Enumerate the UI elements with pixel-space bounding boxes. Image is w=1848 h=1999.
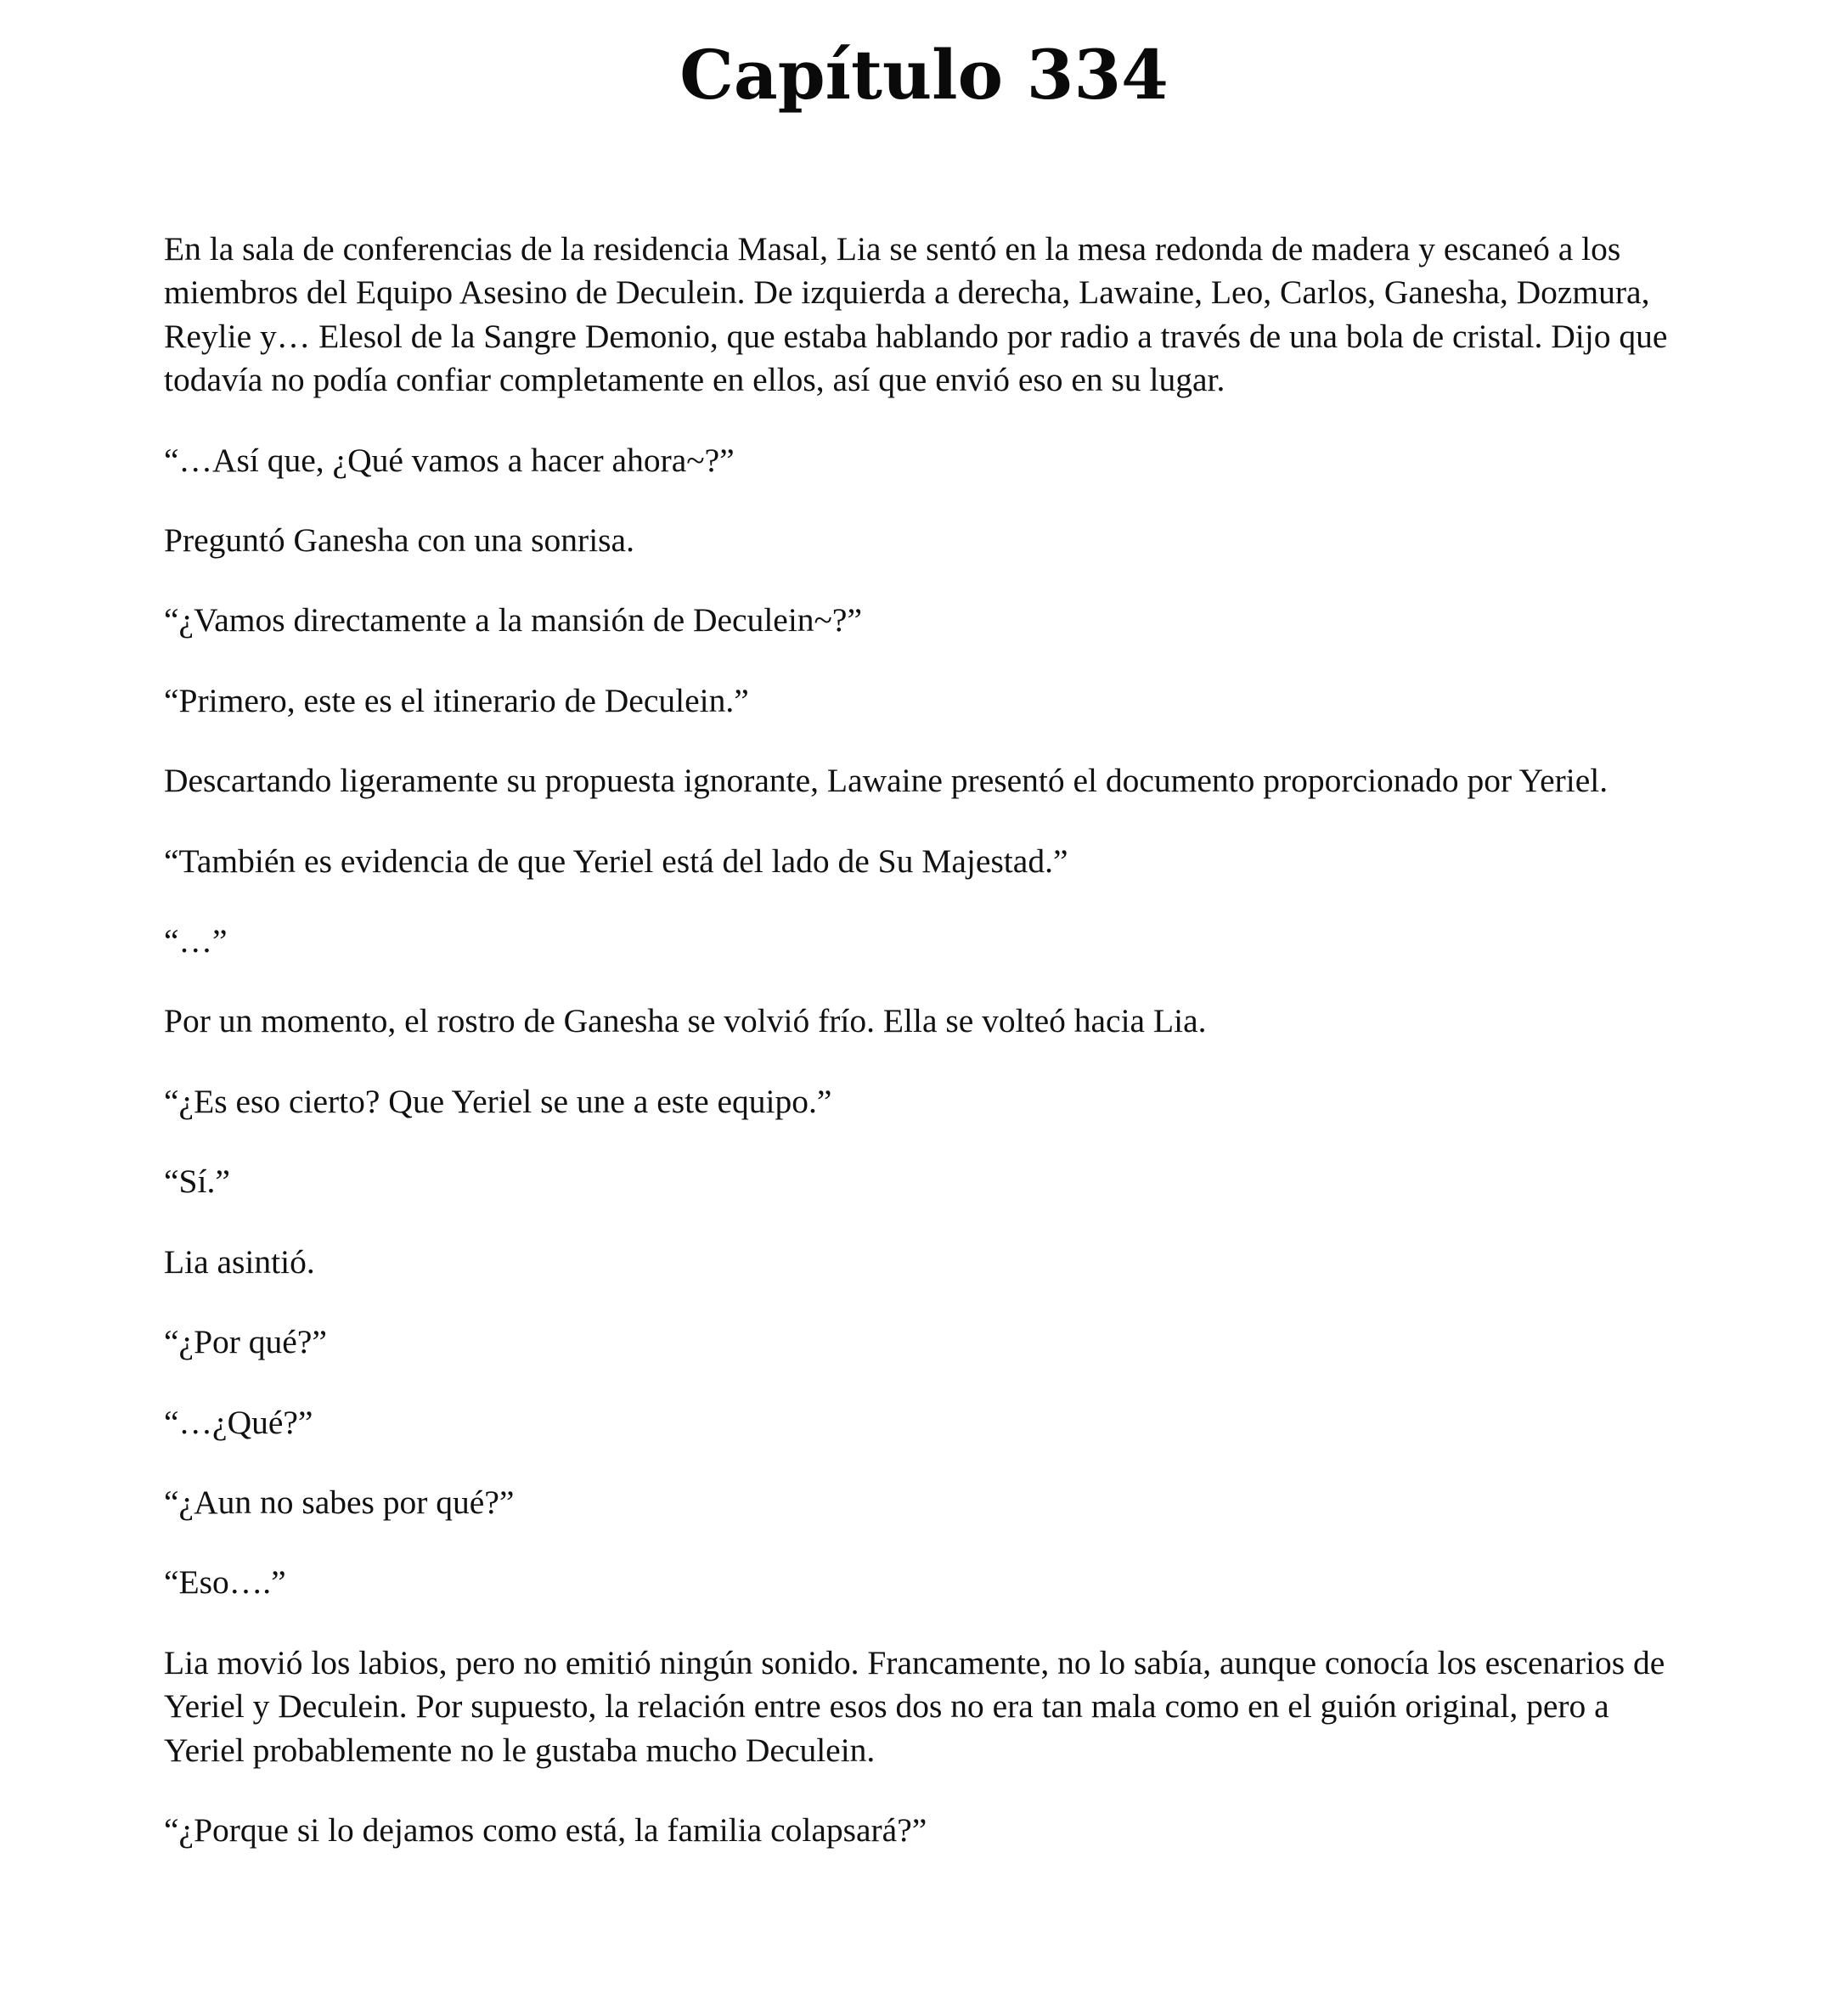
paragraph-17: Lia movió los labios, pero no emitió ningún sonido. Francamente, no lo sabía, aunque conocía los escenarios de Yeriel y Deculein. Por supuesto, la relación entre esos dos no era tan mala como en el guión original, pero a Yeriel probablemente no le gustaba mucho Deculein. [164, 1643, 1665, 1769]
paragraph-18: “¿Porque si lo dejamos como está, la familia colapsará?” [164, 1810, 927, 1849]
chapter-body [164, 228, 1693, 1889]
paragraph-14: “…¿Qué?” [164, 1403, 313, 1441]
paragraph-8: “…” [164, 922, 228, 960]
paragraph-5: “Primero, este es el itinerario de Deculein.” [164, 681, 749, 719]
paragraph-15: “¿Aun no sabes por qué?” [164, 1483, 515, 1521]
paragraph-12: Lia asintió. [164, 1242, 315, 1281]
paragraph-13: “¿Por qué?” [164, 1323, 327, 1361]
paragraph-1: En la sala de conferencias de la residencia Masal, Lia se sentó en la mesa redonda de madera y escaneó a los miembros del Equipo Asesino de Deculein. De izquierda a derecha, Lawaine, Leo, Carlos, Ganesha, Dozmura, Reylie y… Elesol de la Sangre Demonio, que estaba hablando por radio a través de una bola de cristal. Dijo que todavía no podía confiar completamente en ellos, así que envió eso en su lugar. [164, 230, 1668, 399]
paragraph-9: Por un momento, el rostro de Ganesha se volvió frío. Ella se volteó hacia Lia. [164, 1002, 1207, 1040]
paragraph-10: “¿Es eso cierto? Que Yeriel se une a este equipo.” [164, 1082, 832, 1120]
paragraph-2: “…Así que, ¿Qué vamos a hacer ahora~?” [164, 441, 735, 479]
paragraph-3: Preguntó Ganesha con una sonrisa. [164, 521, 634, 560]
paragraph-4: “¿Vamos directamente a la mansión de Deculein~?” [164, 601, 862, 639]
paragraph-7: “También es evidencia de que Yeriel está del lado de Su Majestad.” [164, 842, 1068, 880]
chapter-title: Capítulo 334 [679, 35, 1169, 115]
paragraph-6: Descartando ligeramente su propuesta ignorante, Lawaine presentó el documento proporcionado por Yeriel. [164, 762, 1609, 800]
paragraph-16: “Eso….” [164, 1563, 286, 1602]
paragraph-11: “Sí.” [164, 1163, 230, 1201]
